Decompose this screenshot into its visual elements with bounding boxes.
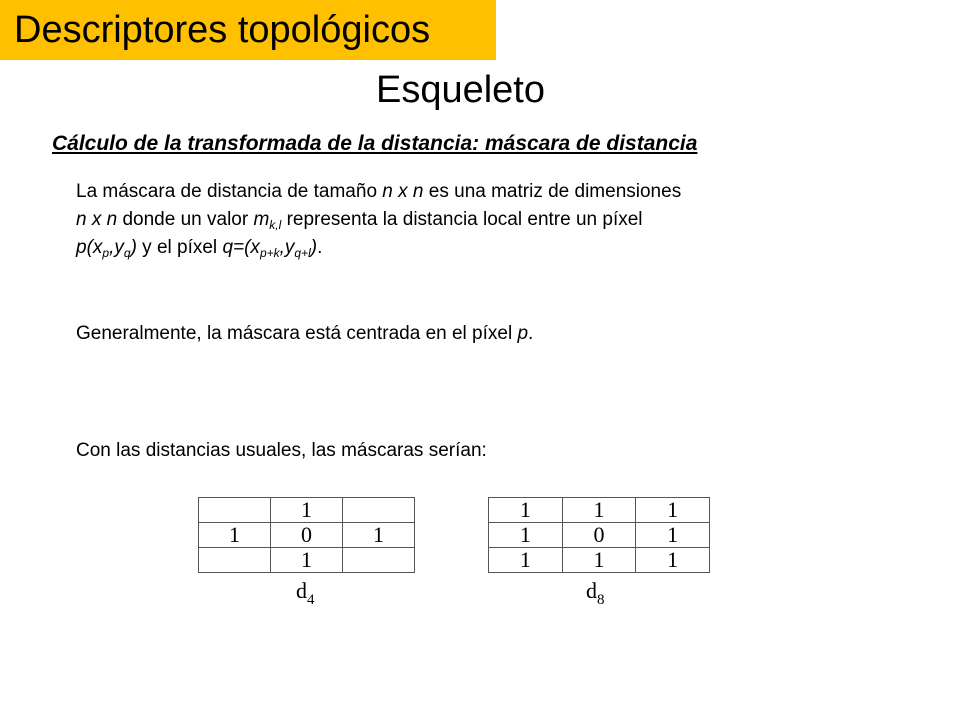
label-text: d — [296, 578, 307, 603]
subscript: k,l — [269, 218, 282, 232]
subscript: q+l — [294, 246, 311, 260]
text-run: ) — [310, 237, 318, 258]
text-run: q=(x — [222, 237, 260, 258]
table-row — [489, 548, 710, 573]
title-banner — [0, 0, 496, 60]
text-run: es una matriz de dimensiones — [423, 181, 682, 202]
text-run: ,y — [109, 237, 124, 258]
table-row — [199, 498, 415, 523]
text-run: . — [317, 237, 323, 258]
table-cell: 1 — [271, 498, 343, 523]
table-cell: 1 — [636, 498, 710, 523]
table-cell: 1 — [489, 523, 563, 548]
mask-label-d8 — [586, 578, 605, 608]
masks-intro-paragraph: Con las distancias usuales, las máscaras serían: — [76, 440, 487, 461]
centering-paragraph — [76, 320, 533, 348]
text-run: n x n — [382, 181, 424, 202]
table-row — [489, 523, 710, 548]
label-subscript: 8 — [597, 592, 605, 608]
table-cell: 1 — [489, 498, 563, 523]
table-cell: 1 — [271, 548, 343, 573]
subscript: p+k — [259, 246, 280, 260]
table-cell: 1 — [489, 548, 563, 573]
text-run: La máscara de distancia de tamaño — [76, 181, 383, 202]
text-run: p — [517, 323, 529, 344]
text-run: . — [528, 323, 534, 344]
table-row — [199, 523, 415, 548]
table-cell: 1 — [343, 523, 415, 548]
table-cell: 1 — [199, 523, 271, 548]
text-run: m — [253, 209, 270, 230]
text-run: ,y — [279, 237, 295, 258]
text-run: p(x — [76, 237, 103, 258]
table-row — [489, 498, 710, 523]
table-cell: 1 — [636, 523, 710, 548]
table-cell: 1 — [636, 548, 710, 573]
mask-table-d4 — [198, 497, 415, 573]
table-cell — [199, 548, 271, 573]
table-cell: 1 — [562, 548, 636, 573]
table-cell — [199, 498, 271, 523]
label-subscript: 4 — [307, 592, 315, 608]
banner-title: Descriptores topológicos — [14, 9, 431, 51]
text-run: representa la distancia local entre un píxel — [281, 209, 643, 230]
text-run: y el píxel — [136, 237, 223, 258]
table-row — [199, 548, 415, 573]
table-cell — [343, 498, 415, 523]
text-run: donde un valor — [117, 209, 254, 230]
text-run: Generalmente, la máscara está centrada en el píxel — [76, 323, 518, 344]
slide-title: Esqueleto — [375, 69, 545, 111]
table-cell: 0 — [271, 523, 343, 548]
text-run: n x n — [76, 209, 118, 230]
subscript: p — [102, 246, 110, 260]
text-run: ) — [130, 237, 137, 258]
definition-paragraph — [76, 178, 681, 262]
table-cell: 1 — [562, 498, 636, 523]
label-text: d — [586, 578, 597, 603]
mask-label-d4 — [296, 578, 315, 608]
subscript: q — [123, 246, 131, 260]
section-subtitle: Cálculo de la transformada de la distancia: máscara de distancia — [52, 132, 698, 155]
mask-table-d8 — [488, 497, 710, 573]
table-cell: 0 — [562, 523, 636, 548]
table-cell — [343, 548, 415, 573]
